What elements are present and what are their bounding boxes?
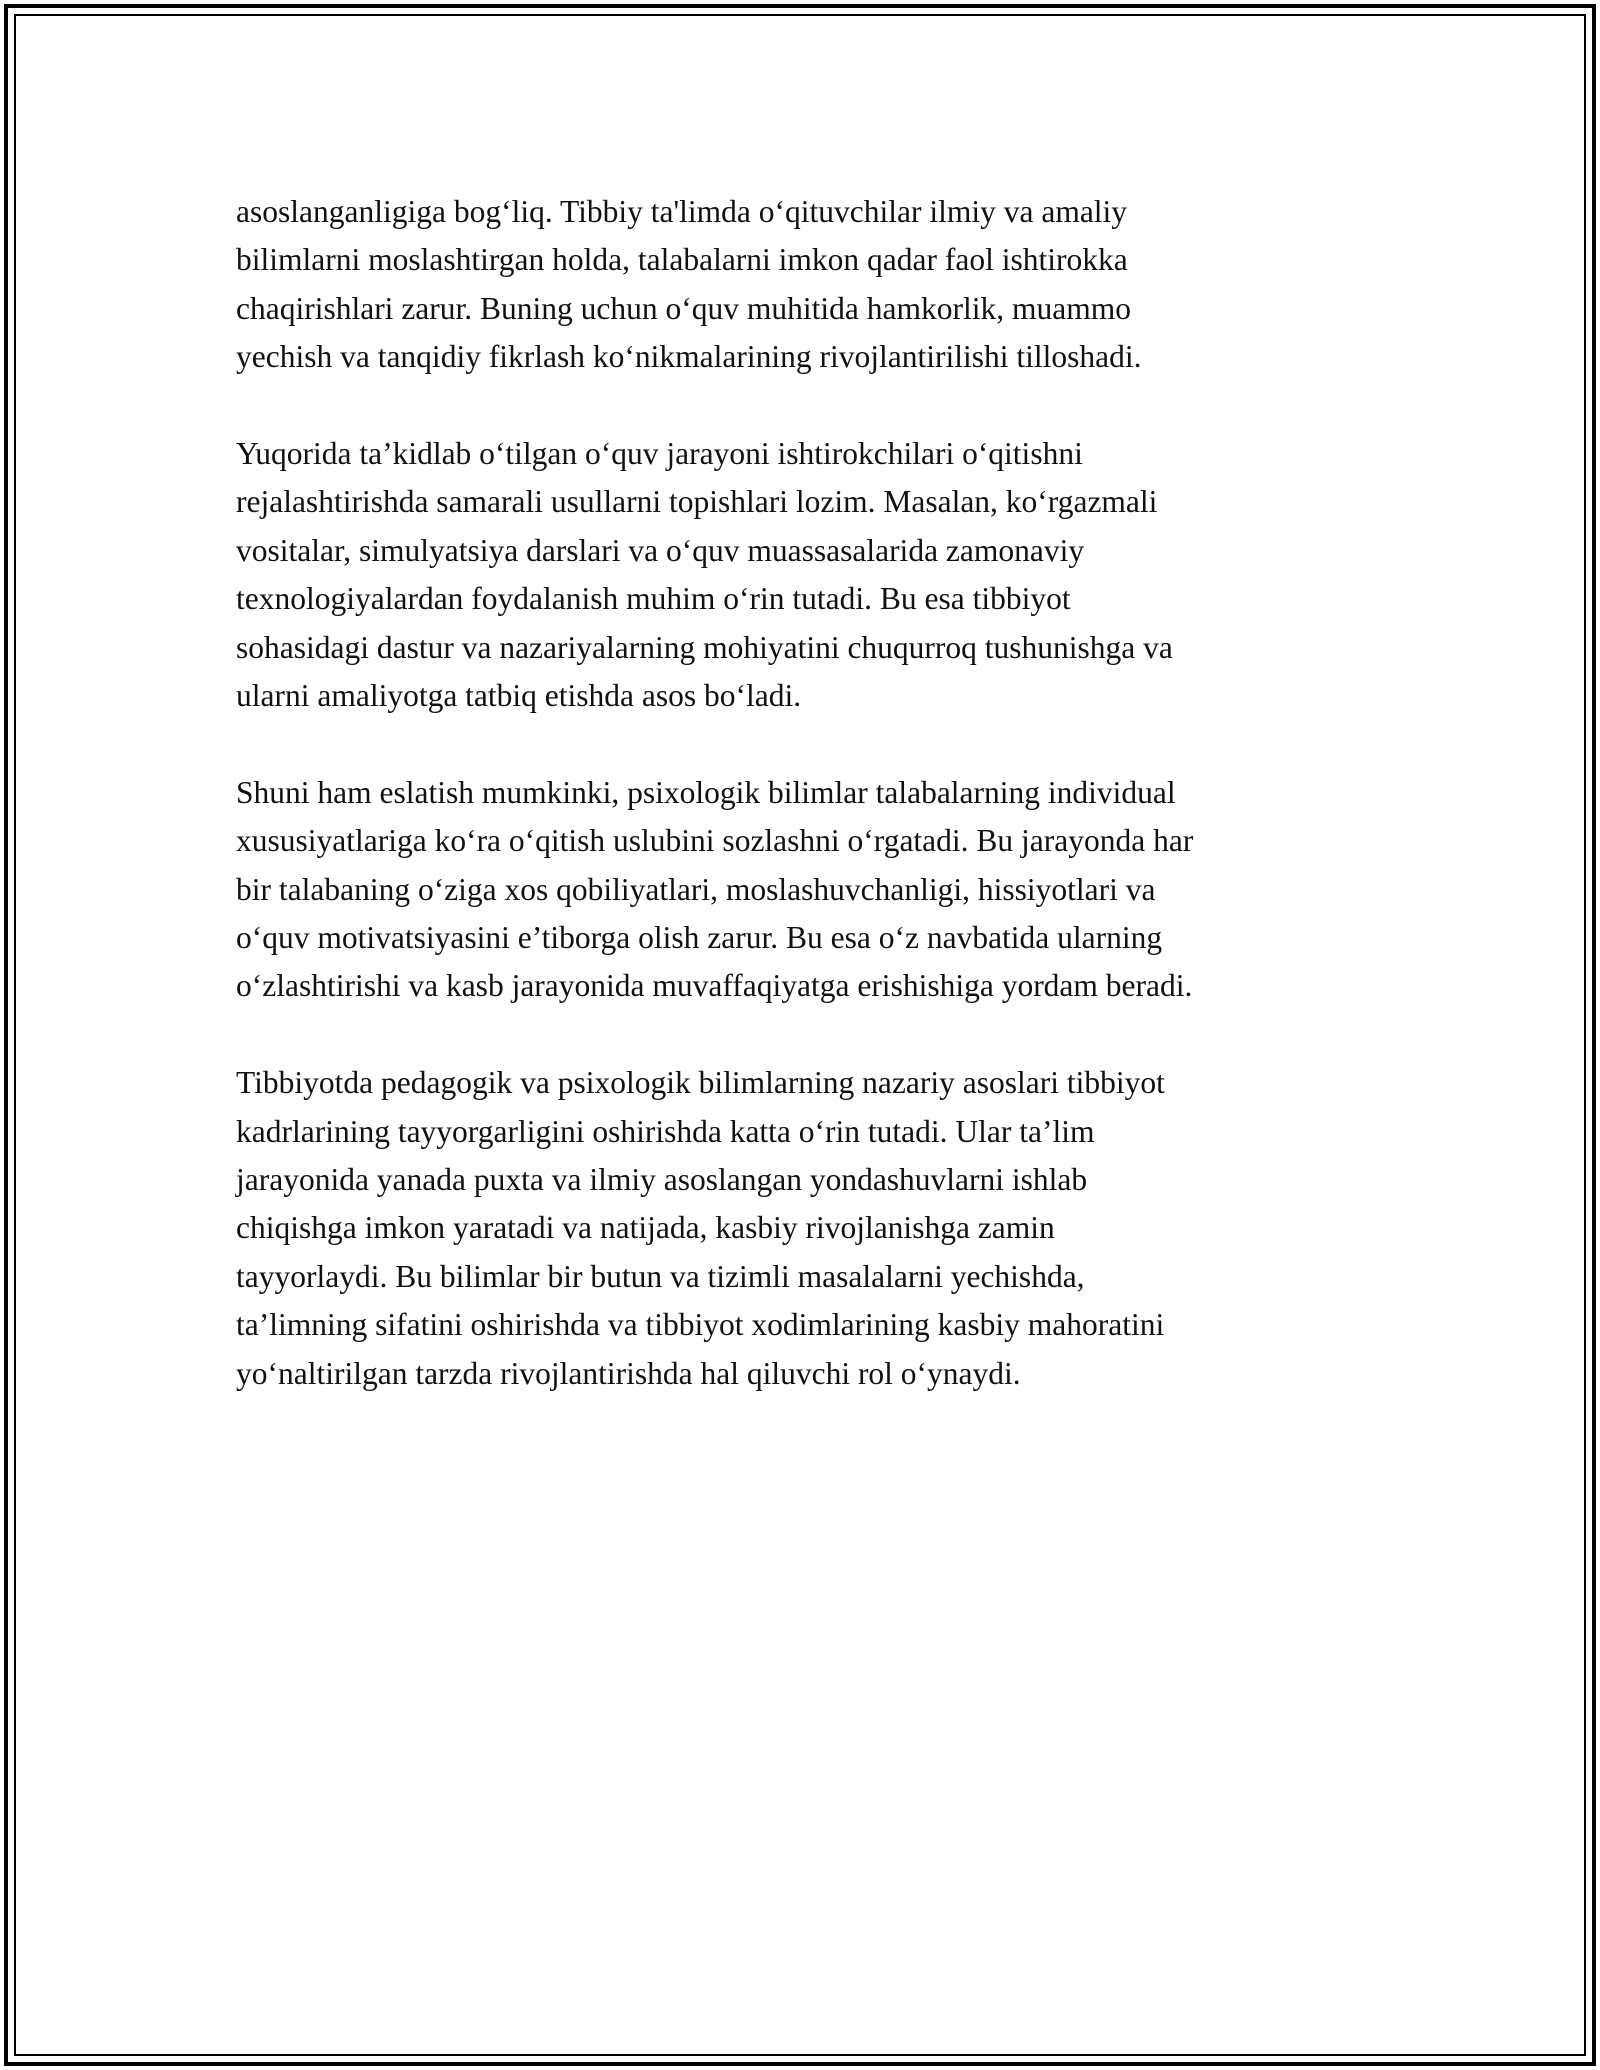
paragraph-1: [236, 188, 1366, 382]
text-line: xususiyatlariga ko‘ra o‘qitish uslubini sozlashni o‘rgatadi. Bu jarayonda har: [236, 823, 1194, 859]
text-line: jarayonida yanada puxta va ilmiy asoslangan yondashuvlarni ishlab: [236, 1162, 1088, 1198]
text-line: asoslanganligiga bog‘liq. Tibbiy ta'limda o‘qituvchilar ilmiy va amaliy: [236, 194, 1128, 229]
text-line: bilimlarni moslashtirgan holda, talabalarni imkon qadar faol ishtirokka: [236, 242, 1128, 278]
text-line: ularni amaliyotga tatbiq etishda asos bo‘ladi.: [236, 678, 802, 714]
text-line: Tibbiyotda pedagogik va psixologik bilimlarning nazariy asoslari tibbiyot: [236, 1065, 1165, 1101]
text-line: tayyorlaydi. Bu bilimlar bir butun va tizimli masalalarni yechishda,: [236, 1258, 1085, 1294]
text-line: ta’limning sifatini oshirishda va tibbiyot xodimlarining kasbiy mahoratini: [236, 1307, 1165, 1343]
text-line: rejalashtirishda samarali usullarni topishlari lozim. Masalan, ko‘rgazmali: [236, 484, 1158, 520]
text-line: Shuni ham eslatish mumkinki, psixologik bilimlar talabalarning individual: [236, 774, 1176, 810]
text-line: bir talabaning o‘ziga xos qobiliyatlari, moslashuvchanligi, hissiyotlari va: [236, 871, 1156, 907]
text-line: sohasidagi dastur va nazariyalarning mohiyatini chuqurroq tushunishga va: [236, 629, 1173, 665]
text-line: yechish va tanqidiy fikrlash ko‘nikmalarining rivojlantirilishi tilloshadi.: [236, 339, 1142, 375]
text-line: Yuqorida ta’kidlab o‘tilgan o‘quv jarayoni ishtirokchilari o‘qitishni: [236, 436, 1083, 472]
text-line: o‘quv motivatsiyasini e’tiborga olish zarur. Bu esa o‘z navbatida ularning: [236, 920, 1163, 956]
text-line: yo‘naltirilgan tarzda rivojlantirishda hal qiluvchi rol o‘ynaydi.: [236, 1355, 1021, 1391]
text-line: chaqirishlari zarur. Buning uchun o‘quv muhitida hamkorlik, muammo: [236, 290, 1131, 326]
paragraph-4: [236, 1059, 1366, 1398]
text-line: o‘zlashtirishi va kasb jarayonida muvaffaqiyatga erishishiga yordam beradi.: [236, 968, 1193, 1004]
text-line: texnologiyalardan foydalanish muhim o‘rin tutadi. Bu esa tibbiyot: [236, 581, 1071, 617]
document-body: [236, 188, 1366, 1447]
paragraph-2: [236, 430, 1366, 720]
text-line: kadrlarining tayyorgarligini oshirishda katta o‘rin tutadi. Ular ta’lim: [236, 1113, 1095, 1149]
paragraph-3: [236, 769, 1366, 1011]
text-line: chiqishga imkon yaratadi va natijada, kasbiy rivojlanishga zamin: [236, 1210, 1055, 1246]
text-line: vositalar, simulyatsiya darslari va o‘quv muassasalarida zamonaviy: [236, 532, 1085, 568]
